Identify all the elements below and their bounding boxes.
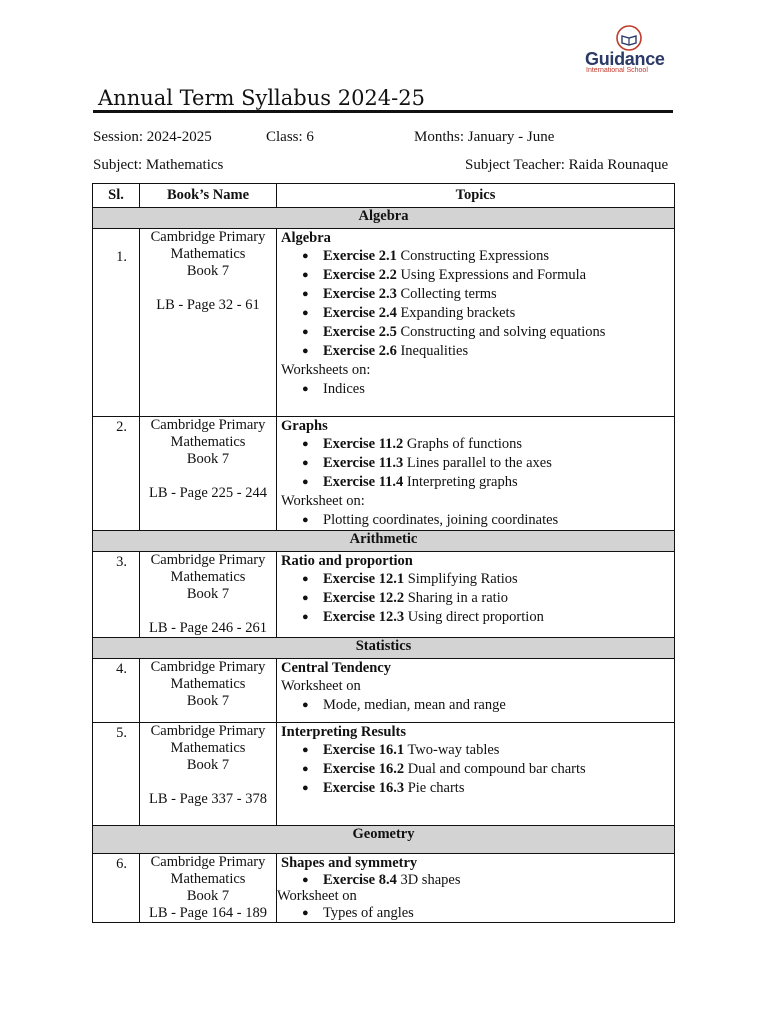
book-pages: LB - Page 246 - 261 (149, 620, 267, 636)
book-name: Book 7 (186, 263, 230, 279)
topic-heading: Shapes and symmetry (281, 855, 418, 871)
section-title: Statistics (93, 638, 675, 659)
section-title: Geometry (93, 826, 675, 854)
list-item: ● Exercise 2.4 Expanding brackets (302, 304, 674, 323)
topic-heading: Ratio and proportion (281, 553, 413, 569)
book-name: Mathematics (170, 740, 246, 756)
syllabus-table (92, 183, 675, 923)
section-row-geometry (93, 826, 675, 854)
teacher-label: Subject Teacher: Raida Rounaque (465, 157, 669, 173)
worksheet-label: Worksheets on: (281, 362, 371, 378)
list-item: ● Exercise 2.1 Constructing Expressions (302, 247, 674, 266)
header-sl: Sl. (93, 184, 140, 208)
list-item: ● Exercise 11.4 Interpreting graphs (302, 473, 674, 492)
row-number: 3. (116, 554, 127, 570)
book-name: Cambridge Primary (150, 659, 266, 675)
table-row (93, 552, 675, 638)
section-row-algebra (93, 208, 675, 229)
topic-heading: Central Tendency (281, 660, 391, 676)
logo-subtitle: International School (586, 67, 648, 74)
worksheet-label: Worksheet on (277, 888, 357, 904)
list-item: ● Exercise 2.3 Collecting terms (302, 285, 674, 304)
list-item: ● Plotting coordinates, joining coordinates (302, 511, 674, 530)
book-cell (140, 552, 277, 638)
book-name: Book 7 (186, 693, 230, 709)
book-name: Cambridge Primary (150, 552, 266, 568)
table-row (93, 417, 675, 531)
header-book: Book’s Name (140, 184, 277, 208)
list-item: ● Exercise 16.3 Pie charts (302, 779, 674, 798)
list-item: ● Exercise 16.1 Two-way tables (302, 741, 674, 760)
table-header-row (93, 184, 675, 208)
row-number: 2. (116, 419, 127, 435)
school-logo (583, 22, 675, 76)
session-label: Session: 2024-2025 (93, 129, 212, 145)
months-label: Months: January - June (414, 129, 555, 145)
book-name: Mathematics (170, 246, 246, 262)
list-item: ● Exercise 11.2 Graphs of functions (302, 435, 674, 454)
list-item: ● Exercise 12.1 Simplifying Ratios (302, 570, 674, 589)
book-pages: LB - Page 32 - 61 (156, 297, 260, 313)
class-label: Class: 6 (266, 129, 314, 145)
section-title: Arithmetic (93, 531, 675, 552)
book-cell (140, 659, 277, 723)
page-title: Annual Term Syllabus 2024-25 (98, 86, 425, 110)
topics-cell (277, 723, 675, 826)
list-item: ● Exercise 11.3 Lines parallel to the axes (302, 454, 674, 473)
book-name: Book 7 (186, 586, 230, 602)
section-row-arithmetic (93, 531, 675, 552)
list-item: ● Exercise 2.6 Inequalities (302, 342, 674, 361)
section-row-statistics (93, 638, 675, 659)
list-item: ● Exercise 8.4 3D shapes (302, 872, 674, 888)
book-name: Cambridge Primary (150, 723, 266, 739)
topics-cell (277, 659, 675, 723)
list-item: ● Types of angles (302, 905, 674, 922)
row-number: 4. (116, 661, 127, 677)
book-name: Book 7 (186, 757, 230, 773)
table-row (93, 659, 675, 723)
book-name: Book 7 (186, 451, 230, 467)
topic-heading: Interpreting Results (281, 724, 406, 740)
book-cell (140, 229, 277, 417)
header-topics: Topics (277, 184, 675, 208)
topics-cell (277, 552, 675, 638)
list-item: ● Exercise 2.5 Constructing and solving equations (302, 323, 674, 342)
list-item: ● Exercise 16.2 Dual and compound bar charts (302, 760, 674, 779)
book-name: Mathematics (170, 434, 246, 450)
topics-cell (277, 229, 675, 417)
book-name: Cambridge Primary (150, 854, 266, 870)
book-name: Mathematics (170, 871, 246, 887)
row-number: 6. (116, 856, 127, 872)
book-cell (140, 417, 277, 531)
table-row (93, 723, 675, 826)
book-pages: LB - Page 337 - 378 (149, 791, 267, 807)
list-item: ● Mode, median, mean and range (302, 696, 674, 715)
list-item: ● Indices (302, 380, 674, 399)
book-name: Book 7 (186, 888, 230, 904)
list-item: ● Exercise 2.2 Using Expressions and Formula (302, 266, 674, 285)
list-item: ● Exercise 12.2 Sharing in a ratio (302, 589, 674, 608)
title-divider (93, 110, 673, 113)
row-number: 5. (116, 725, 127, 741)
book-name: Cambridge Primary (150, 417, 266, 433)
book-cell (140, 723, 277, 826)
book-name: Mathematics (170, 676, 246, 692)
table-row (93, 854, 675, 923)
book-cell (140, 854, 277, 923)
book-pages: LB - Page 164 - 189 (149, 905, 267, 921)
topics-cell (277, 417, 675, 531)
book-name: Cambridge Primary (150, 229, 266, 245)
table-row (93, 229, 675, 417)
worksheet-label: Worksheet on: (281, 493, 365, 509)
topic-heading: Algebra (281, 230, 331, 246)
worksheet-label: Worksheet on (281, 678, 361, 694)
book-name: Mathematics (170, 569, 246, 585)
list-item: ● Exercise 12.3 Using direct proportion (302, 608, 674, 627)
topics-cell (277, 854, 675, 923)
book-pages: LB - Page 225 - 244 (149, 485, 267, 501)
topic-heading: Graphs (281, 418, 328, 434)
section-title: Algebra (93, 208, 675, 229)
book-crest-icon (609, 22, 649, 52)
subject-label: Subject: Mathematics (93, 157, 224, 173)
logo-wordmark: Guidance (585, 49, 665, 69)
row-number: 1. (116, 249, 127, 265)
